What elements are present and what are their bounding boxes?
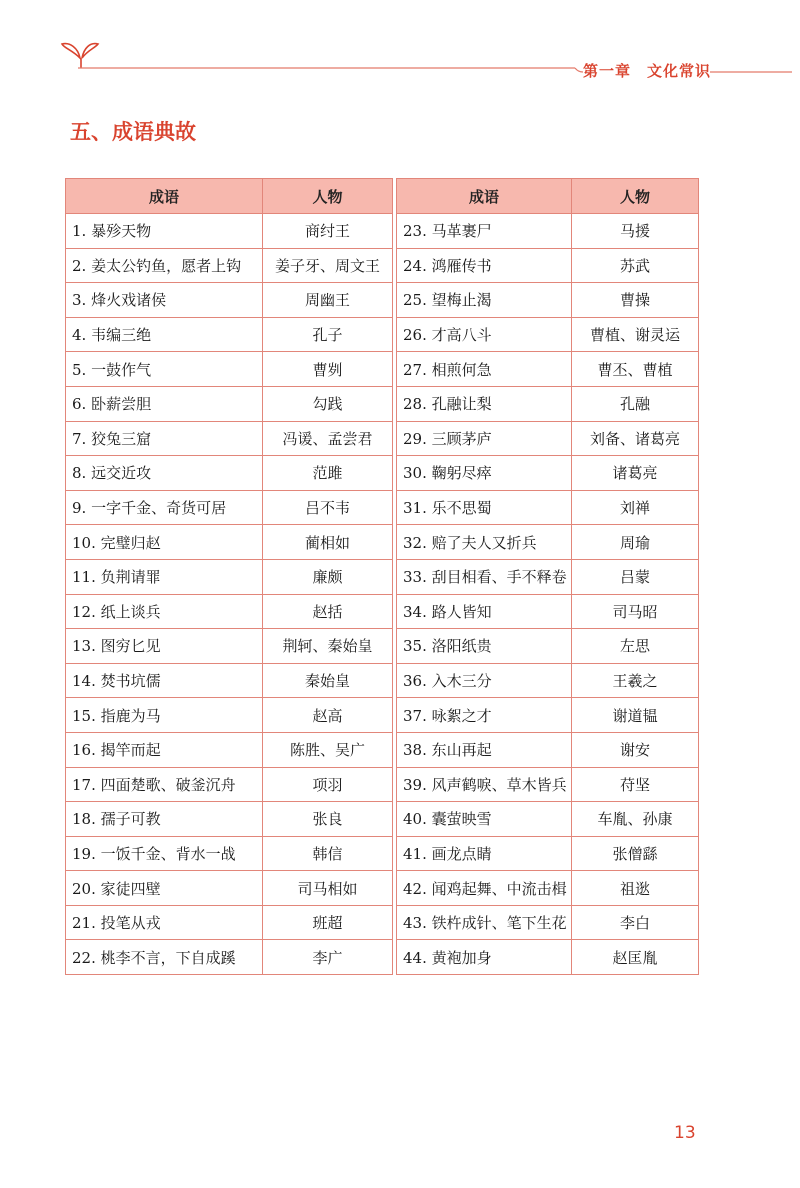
person-cell: 左思 <box>572 629 699 664</box>
table-row <box>66 490 699 525</box>
table-row <box>66 629 699 664</box>
table-row <box>66 456 699 491</box>
idiom-cell: 8. 远交近攻 <box>66 456 263 491</box>
section-title: 五、成语典故 <box>70 120 196 144</box>
idiom-cell: 14. 焚书坑儒 <box>66 663 263 698</box>
idiom-cell: 11. 负荆请罪 <box>66 559 263 594</box>
idiom-cell: 25. 望梅止渴 <box>397 283 572 318</box>
idiom-cell: 31. 乐不思蜀 <box>397 490 572 525</box>
person-cell: 冯谖、孟尝君 <box>263 421 393 456</box>
idiom-cell: 26. 才高八斗 <box>397 317 572 352</box>
idiom-cell: 20. 家徒四壁 <box>66 871 263 906</box>
person-cell: 苏武 <box>572 248 699 283</box>
person-cell: 孔融 <box>572 386 699 421</box>
person-cell: 司马相如 <box>263 871 393 906</box>
table-row <box>66 698 699 733</box>
idiom-cell: 23. 马革裹尸 <box>397 214 572 249</box>
person-cell: 勾践 <box>263 386 393 421</box>
idiom-cell: 5. 一鼓作气 <box>66 352 263 387</box>
person-cell: 马援 <box>572 214 699 249</box>
person-cell: 周幽王 <box>263 283 393 318</box>
table-row <box>66 802 699 837</box>
idiom-cell: 17. 四面楚歌、破釜沉舟 <box>66 767 263 802</box>
idiom-cell: 9. 一字千金、奇货可居 <box>66 490 263 525</box>
table-row <box>66 905 699 940</box>
table-row <box>66 352 699 387</box>
idiom-cell: 34. 路人皆知 <box>397 594 572 629</box>
person-cell: 孔子 <box>263 317 393 352</box>
table-row <box>66 836 699 871</box>
person-cell: 韩信 <box>263 836 393 871</box>
idiom-cell: 28. 孔融让梨 <box>397 386 572 421</box>
idiom-cell: 4. 韦编三绝 <box>66 317 263 352</box>
idiom-cell: 15. 指鹿为马 <box>66 698 263 733</box>
idiom-cell: 33. 刮目相看、手不释卷 <box>397 559 572 594</box>
table-row <box>66 559 699 594</box>
idiom-cell: 16. 揭竿而起 <box>66 732 263 767</box>
person-cell: 项羽 <box>263 767 393 802</box>
idiom-cell: 35. 洛阳纸贵 <box>397 629 572 664</box>
table-header-row <box>66 179 699 214</box>
person-cell: 蔺相如 <box>263 525 393 560</box>
person-cell: 曹丕、曹植 <box>572 352 699 387</box>
table-row <box>66 767 699 802</box>
table-row <box>66 594 699 629</box>
idiom-cell: 27. 相煎何急 <box>397 352 572 387</box>
idiom-cell: 18. 孺子可教 <box>66 802 263 837</box>
idiom-cell: 19. 一饭千金、背水一战 <box>66 836 263 871</box>
person-cell: 王羲之 <box>572 663 699 698</box>
header-person-left: 人物 <box>263 179 393 214</box>
idiom-cell: 30. 鞠躬尽瘁 <box>397 456 572 491</box>
idiom-cell: 42. 闻鸡起舞、中流击楫 <box>397 871 572 906</box>
person-cell: 张良 <box>263 802 393 837</box>
person-cell: 吕不韦 <box>263 490 393 525</box>
idiom-cell: 21. 投笔从戎 <box>66 905 263 940</box>
idiom-cell: 24. 鸿雁传书 <box>397 248 572 283</box>
header-idiom-left: 成语 <box>66 179 263 214</box>
table-row <box>66 248 699 283</box>
idiom-cell: 39. 风声鹤唳、草木皆兵 <box>397 767 572 802</box>
person-cell: 赵高 <box>263 698 393 733</box>
person-cell: 张僧繇 <box>572 836 699 871</box>
person-cell: 李白 <box>572 905 699 940</box>
person-cell: 班超 <box>263 905 393 940</box>
idiom-cell: 7. 狡兔三窟 <box>66 421 263 456</box>
person-cell: 曹操 <box>572 283 699 318</box>
idiom-cell: 43. 铁杵成针、笔下生花 <box>397 905 572 940</box>
idiom-cell: 29. 三顾茅庐 <box>397 421 572 456</box>
person-cell: 荆轲、秦始皇 <box>263 629 393 664</box>
person-cell: 陈胜、吴广 <box>263 732 393 767</box>
table-row <box>66 283 699 318</box>
person-cell: 谢安 <box>572 732 699 767</box>
person-cell: 刘禅 <box>572 490 699 525</box>
person-cell: 诸葛亮 <box>572 456 699 491</box>
table-row <box>66 940 699 975</box>
person-cell: 吕蒙 <box>572 559 699 594</box>
person-cell: 赵括 <box>263 594 393 629</box>
person-cell: 商纣王 <box>263 214 393 249</box>
table-row <box>66 871 699 906</box>
idiom-cell: 40. 囊萤映雪 <box>397 802 572 837</box>
person-cell: 秦始皇 <box>263 663 393 698</box>
person-cell: 刘备、诸葛亮 <box>572 421 699 456</box>
idiom-cell: 36. 入木三分 <box>397 663 572 698</box>
idiom-cell: 12. 纸上谈兵 <box>66 594 263 629</box>
table-row <box>66 663 699 698</box>
idiom-cell: 6. 卧薪尝胆 <box>66 386 263 421</box>
person-cell: 祖逖 <box>572 871 699 906</box>
idiom-cell: 2. 姜太公钓鱼，愿者上钩 <box>66 248 263 283</box>
table-body <box>66 214 699 975</box>
table-row <box>66 421 699 456</box>
idiom-cell: 41. 画龙点睛 <box>397 836 572 871</box>
sprout-icon <box>62 44 98 68</box>
table-row <box>66 525 699 560</box>
table-row <box>66 386 699 421</box>
header-idiom-right: 成语 <box>397 179 572 214</box>
table-row <box>66 732 699 767</box>
person-cell: 范雎 <box>263 456 393 491</box>
person-cell: 谢道韫 <box>572 698 699 733</box>
table-row <box>66 317 699 352</box>
person-cell: 曹刿 <box>263 352 393 387</box>
idiom-cell: 1. 暴殄天物 <box>66 214 263 249</box>
table-row <box>66 214 699 249</box>
idiom-cell: 3. 烽火戏诸侯 <box>66 283 263 318</box>
header-person-right: 人物 <box>572 179 699 214</box>
person-cell: 苻坚 <box>572 767 699 802</box>
person-cell: 周瑜 <box>572 525 699 560</box>
idiom-cell: 13. 图穷匕见 <box>66 629 263 664</box>
person-cell: 姜子牙、周文王 <box>263 248 393 283</box>
person-cell: 车胤、孙康 <box>572 802 699 837</box>
person-cell: 李广 <box>263 940 393 975</box>
idiom-table <box>65 178 699 975</box>
header-ornament <box>0 0 800 100</box>
person-cell: 曹植、谢灵运 <box>572 317 699 352</box>
person-cell: 赵匡胤 <box>572 940 699 975</box>
idiom-cell: 22. 桃李不言，下自成蹊 <box>66 940 263 975</box>
page-header <box>0 0 800 100</box>
chapter-title: 第一章 文化常识 <box>583 62 712 80</box>
idiom-cell: 44. 黄袍加身 <box>397 940 572 975</box>
idiom-cell: 38. 东山再起 <box>397 732 572 767</box>
person-cell: 司马昭 <box>572 594 699 629</box>
idiom-cell: 10. 完璧归赵 <box>66 525 263 560</box>
idiom-table-wrapper <box>65 178 698 975</box>
person-cell: 廉颇 <box>263 559 393 594</box>
idiom-cell: 37. 咏絮之才 <box>397 698 572 733</box>
page-number: 13 <box>674 1123 696 1143</box>
idiom-cell: 32. 赔了夫人又折兵 <box>397 525 572 560</box>
